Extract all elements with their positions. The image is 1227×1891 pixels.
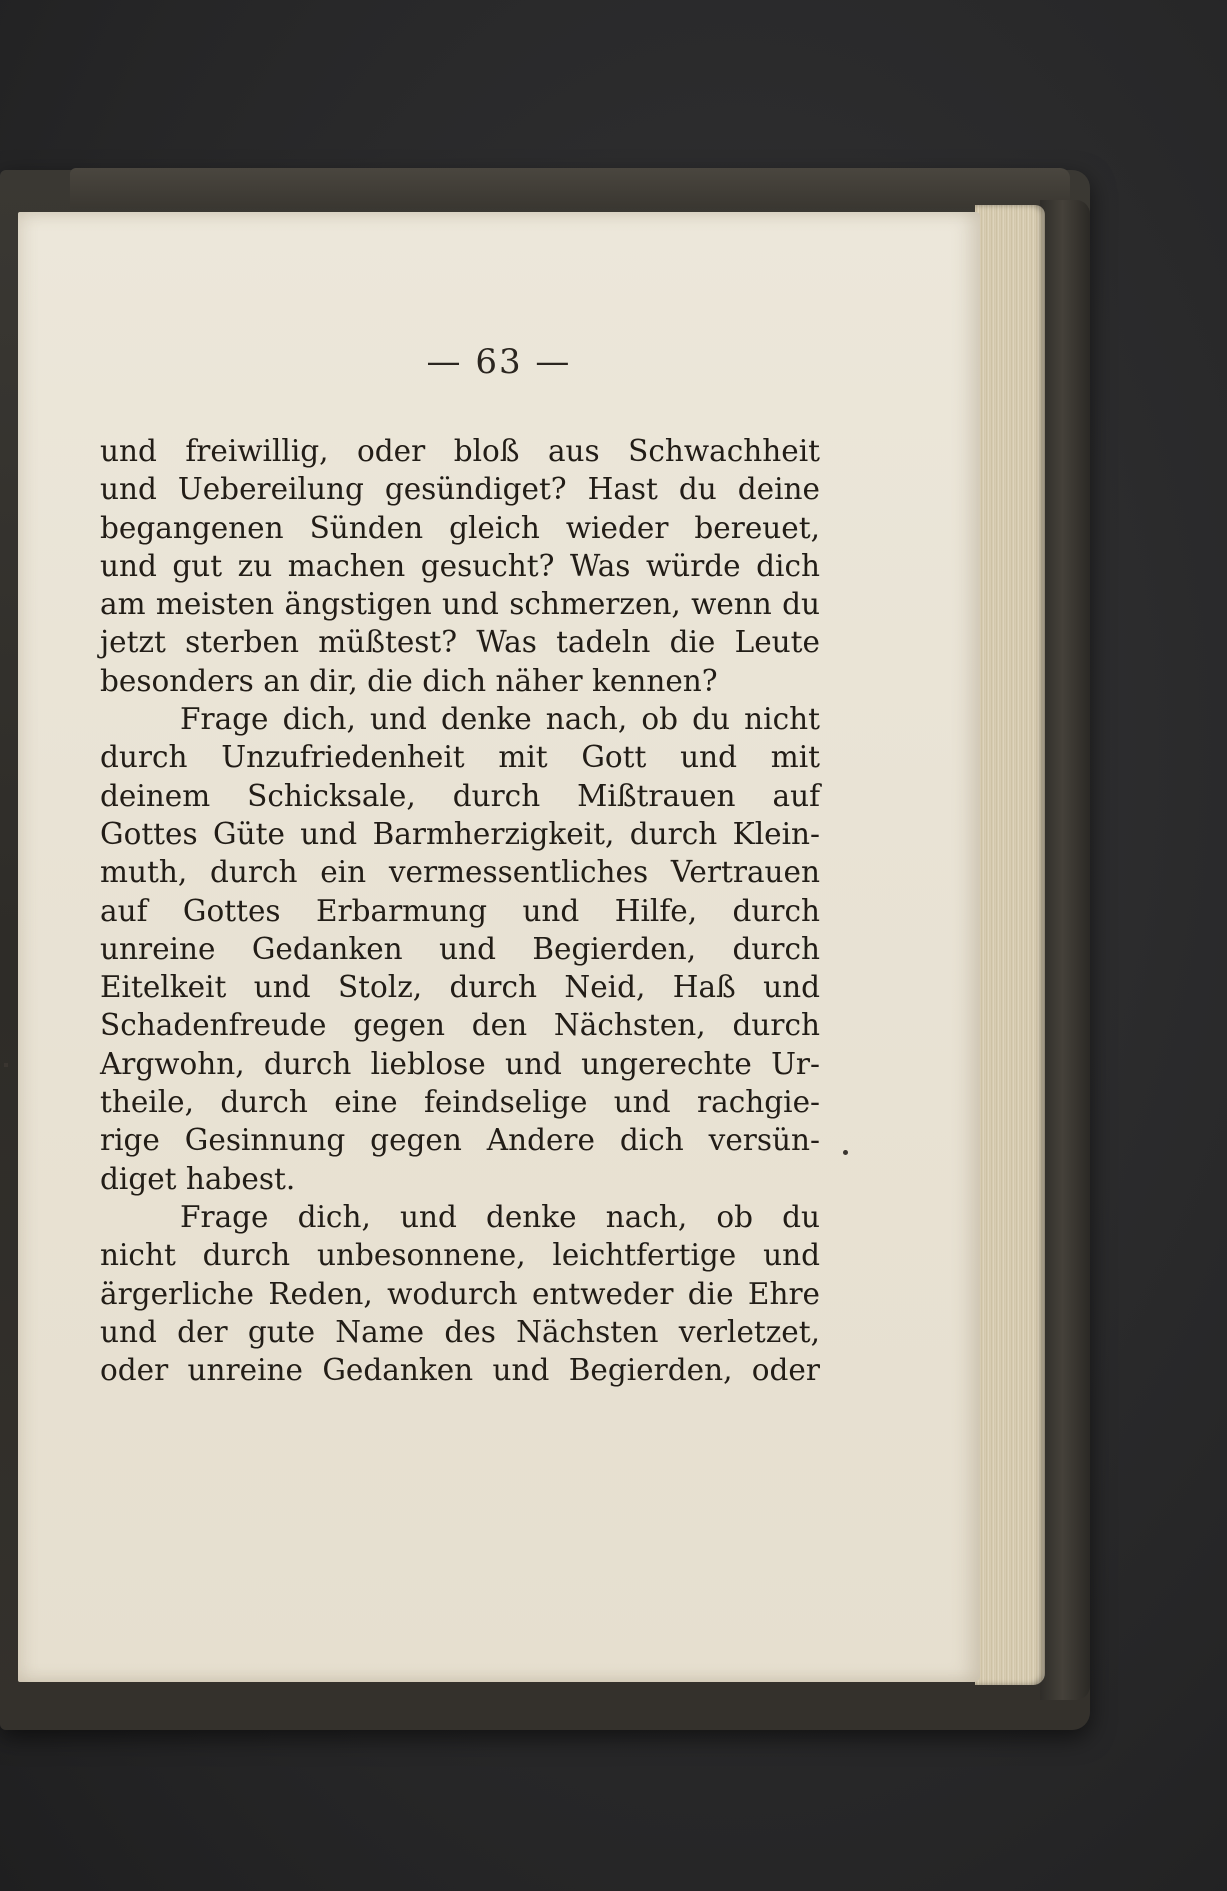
text-line: begangenen Sünden gleich wieder bereuet, xyxy=(100,510,820,545)
text-line: Frage dich, und denke nach, ob du nicht xyxy=(180,702,820,737)
text-line: durch Unzufriedenheit mit Gott und mit xyxy=(100,740,820,775)
text-line: Eitelkeit und Stolz, durch Neid, Haß und xyxy=(100,970,820,1005)
text-line: und der gute Name des Nächsten verletzet, xyxy=(100,1314,820,1349)
book-page xyxy=(18,212,980,1682)
paragraph-2 xyxy=(100,700,820,1198)
paragraph-3 xyxy=(100,1198,820,1389)
text-line: besonders an dir, die dich näher kennen? xyxy=(100,663,718,698)
text-line: diget habest. xyxy=(100,1161,296,1196)
book-cover-right-edge xyxy=(1040,200,1090,1700)
page-number: — 63 — xyxy=(426,342,572,382)
text-line: und Uebereilung gesündiget? Hast du deine xyxy=(100,472,820,507)
text-line: Frage dich, und denke nach, ob du xyxy=(180,1199,820,1234)
text-line: oder unreine Gedanken und Begierden, oder xyxy=(100,1353,820,1388)
text-line: und freiwillig, oder bloß aus Schwachheit xyxy=(100,434,820,468)
text-line: ärgerliche Reden, wodurch entweder die Ehre xyxy=(100,1276,820,1311)
text-line: am meisten ängstigen und schmerzen, wenn du xyxy=(100,587,820,622)
ink-speck xyxy=(843,1150,848,1155)
text-line: Argwohn, durch lieblose und ungerechte Ur- xyxy=(100,1046,820,1081)
book-cover-top-edge xyxy=(70,168,1070,208)
text-line: Gottes Güte und Barmherzigkeit, durch Klein- xyxy=(100,816,820,851)
page-stack-edges xyxy=(975,205,1045,1685)
text-line: jetzt sterben müßtest? Was tadeln die Leute xyxy=(100,625,820,660)
text-line: Schadenfreude gegen den Nächsten, durch xyxy=(100,1008,820,1043)
page-text-block xyxy=(100,432,820,1389)
text-line: theile, durch eine feindselige und rachgie- xyxy=(100,1085,820,1120)
text-line: rige Gesinnung gegen Andere dich versün- xyxy=(100,1123,820,1158)
text-line: deinem Schicksale, durch Mißtrauen auf xyxy=(100,778,820,813)
text-line: nicht durch unbesonnene, leichtfertige und xyxy=(100,1238,820,1273)
paragraph-1 xyxy=(100,432,820,700)
text-line: und gut zu machen gesucht? Was würde dich xyxy=(100,548,820,583)
text-line: unreine Gedanken und Begierden, durch xyxy=(100,931,820,966)
text-line: auf Gottes Erbarmung und Hilfe, durch xyxy=(100,893,820,928)
text-line: muth, durch ein vermessentliches Vertrauen xyxy=(100,855,820,890)
ink-speck xyxy=(4,1063,8,1067)
